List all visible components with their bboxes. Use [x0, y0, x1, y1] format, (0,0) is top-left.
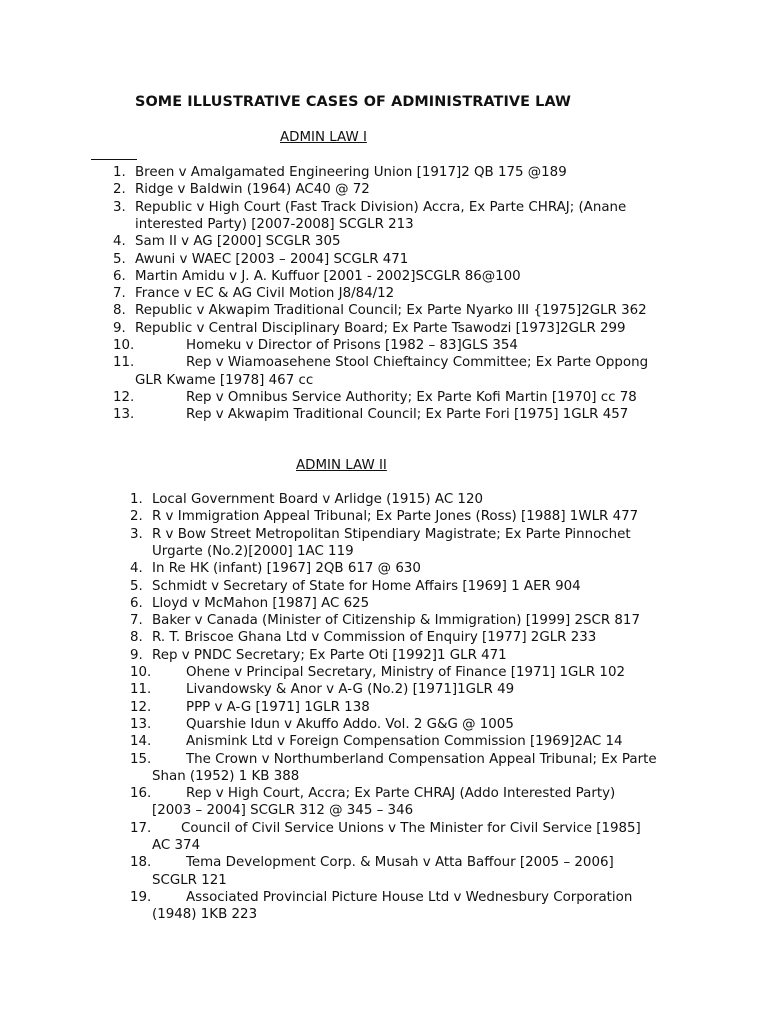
- case-number: 3.: [130, 526, 143, 542]
- case-citation: France v EC & AG Civil Motion J8/84/12: [135, 286, 395, 302]
- case-citation: R v Bow Street Metropolitan Stipendiary Magistrate; Ex Parte Pinnochet: [152, 526, 631, 542]
- case-number: 16.: [130, 786, 152, 802]
- case-number: 14.: [130, 734, 152, 750]
- case-citation: Republic v High Court (Fast Track Division) Accra, Ex Parte CHRAJ; (Anane: [135, 199, 627, 215]
- case-citation: Ridge v Baldwin (1964) AC40 @ 72: [135, 182, 370, 198]
- case-citation: Lloyd v McMahon [1987] AC 625: [152, 595, 370, 611]
- section-heading-admin-law-ii: ADMIN LAW II: [296, 458, 387, 473]
- case-citation: Tema Development Corp. & Musah v Atta Baffour [2005 – 2006]: [186, 855, 614, 871]
- case-number: 9.: [130, 647, 143, 663]
- case-number: 18.: [130, 855, 152, 871]
- case-number: 8.: [130, 630, 143, 646]
- case-citation: Baker v Canada (Minister of Citizenship & Immigration) [1999] 2SCR 817: [152, 613, 640, 629]
- case-number: 1.: [130, 492, 143, 507]
- case-number: 9.: [113, 320, 126, 336]
- case-number: 3.: [113, 199, 126, 215]
- case-citation: Homeku v Director of Prisons [1982 – 83]GLS 354: [186, 338, 518, 353]
- case-citation: Quarshie Idun v Akuffo Addo. Vol. 2 G&G @ 1005: [186, 716, 514, 732]
- case-number: 5.: [113, 251, 126, 267]
- case-citation: Rep v Akwapim Traditional Council; Ex Parte Fori [1975] 1GLR 457: [186, 407, 629, 423]
- horizontal-rule: [91, 159, 137, 160]
- case-citation: Republic v Akwapim Traditional Council; Ex Parte Nyarko III {1975]2GLR 362: [135, 303, 647, 319]
- case-number: 2.: [113, 182, 126, 198]
- case-citation-continued: (1948) 1KB 223: [152, 907, 258, 923]
- document-title: SOME ILLUSTRATIVE CASES OF ADMINISTRATIVE LAW: [135, 94, 572, 110]
- case-citation: The Crown v Northumberland Compensation Appeal Tribunal; Ex Parte: [186, 751, 657, 767]
- case-number: 15.: [130, 751, 152, 767]
- case-citation: Breen v Amalgamated Engineering Union [1917]2 QB 175 @189: [135, 165, 567, 180]
- case-number: 12.: [130, 699, 152, 715]
- case-number: 19.: [130, 889, 152, 905]
- case-citation: Ohene v Principal Secretary, Ministry of Finance [1971] 1GLR 102: [186, 665, 625, 680]
- case-number: 7.: [130, 613, 143, 629]
- case-number: 1.: [113, 165, 126, 180]
- case-citation: R. T. Briscoe Ghana Ltd v Commission of Enquiry [1977] 2GLR 233: [152, 630, 597, 646]
- case-citation: R v Immigration Appeal Tribunal; Ex Parte Jones (Ross) [1988] 1WLR 477: [152, 509, 639, 525]
- case-number: 7.: [113, 286, 126, 302]
- case-citation: Awuni v WAEC [2003 – 2004] SCGLR 471: [135, 251, 409, 267]
- case-citation: Local Government Board v Arlidge (1915) AC 120: [152, 492, 483, 507]
- case-number: 12.: [113, 389, 135, 405]
- case-number: 6.: [113, 268, 126, 284]
- case-citation: Rep v Omnibus Service Authority; Ex Parte Kofi Martin [1970] cc 78: [186, 389, 637, 405]
- case-citation: PPP v A-G [1971] 1GLR 138: [186, 699, 370, 715]
- case-citation: Rep v Wiamoasehene Stool Chieftaincy Committee; Ex Parte Oppong: [186, 355, 649, 371]
- case-citation: Rep v PNDC Secretary; Ex Parte Oti [1992]1 GLR 471: [152, 647, 507, 663]
- case-number: 2.: [130, 509, 143, 525]
- case-number: 13.: [113, 407, 135, 423]
- case-citation: Sam II v AG [2000] SCGLR 305: [135, 234, 341, 250]
- case-citation: Republic v Central Disciplinary Board; Ex Parte Tsawodzi [1973]2GLR 299: [135, 320, 626, 336]
- case-number: 17.: [130, 820, 152, 836]
- case-number: 11.: [130, 682, 152, 698]
- case-citation: Schmidt v Secretary of State for Home Affairs [1969] 1 AER 904: [152, 578, 581, 594]
- case-number: 10.: [113, 338, 135, 353]
- case-citation: In Re HK (infant) [1967] 2QB 617 @ 630: [152, 561, 421, 577]
- case-citation-continued: [2003 – 2004] SCGLR 312 @ 345 – 346: [152, 803, 414, 819]
- case-citation-continued: Shan (1952) 1 KB 388: [152, 768, 300, 784]
- case-number: 11.: [113, 355, 135, 371]
- case-citation: Livandowsky & Anor v A-G (No.2) [1971]1GLR 49: [186, 682, 515, 698]
- case-citation-continued: GLR Kwame [1978] 467 cc: [135, 372, 314, 388]
- case-citation-continued: AC 374: [152, 838, 201, 853]
- case-number: 4.: [113, 234, 126, 250]
- case-number: 10.: [130, 665, 152, 680]
- case-number: 13.: [130, 716, 152, 732]
- case-citation: Associated Provincial Picture House Ltd v Wednesbury Corporation: [186, 889, 633, 905]
- case-citation: Anismink Ltd v Foreign Compensation Commission [1969]2AC 14: [186, 734, 623, 750]
- section-heading-admin-law-i: ADMIN LAW I: [280, 130, 367, 145]
- case-citation-continued: Urgarte (No.2)[2000] 1AC 119: [152, 543, 354, 559]
- case-citation: Martin Amidu v J. A. Kuffuor [2001 - 2002]SCGLR 86@100: [135, 268, 521, 284]
- case-number: 6.: [130, 595, 143, 611]
- case-citation-continued: interested Party) [2007-2008] SCGLR 213: [135, 216, 414, 232]
- case-citation: Rep v High Court, Accra; Ex Parte CHRAJ (Addo Interested Party): [186, 786, 616, 802]
- case-number: 8.: [113, 303, 126, 319]
- case-number: 4.: [130, 561, 143, 577]
- case-citation-continued: SCGLR 121: [152, 872, 227, 888]
- case-citation: Council of Civil Service Unions v The Minister for Civil Service [1985]: [181, 820, 641, 836]
- case-number: 5.: [130, 578, 143, 594]
